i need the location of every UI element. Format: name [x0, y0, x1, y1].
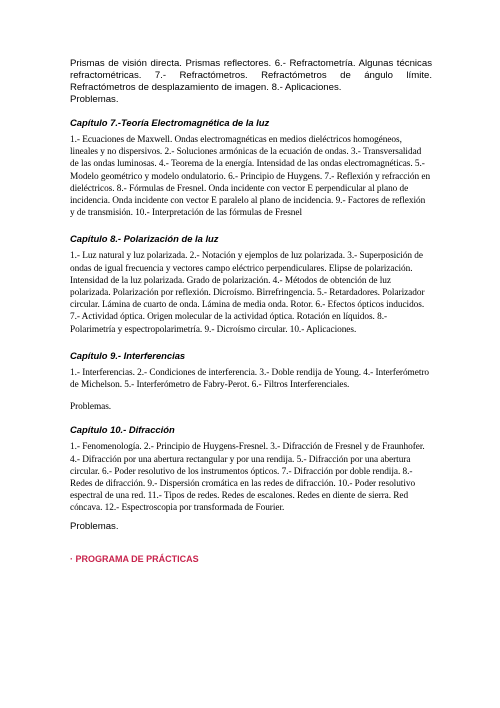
chapter-10-body: 1.- Fenomenología. 2.- Principio de Huygens-Fresnel. 3.- Difracción de Fresnel y de Fraunhofer. 4.- Difracción por una abertura rectangular y por una rendija. 5.- Difracción por una abertura circular. 6.- Poder resolutivo de los instrumentos ópticos. 7.- Difracción por doble rendija. 8.- Redes de difracción. 9.- Dispersión cromática en las redes de difracción. 10.- Poder resolutivo espectral de una red. 11.- Tipos de redes. Redes de escalones. Redes en diente de sierra. Red cóncava. 12.- Espectroscopia por transformada de Fourier.: [70, 442, 425, 514]
chapter-8-title: Capítulo 8.- Polarización de la luz: [70, 233, 219, 245]
chapter-9-body: 1.- Interferencias. 2.- Condiciones de interferencia. 3.- Doble rendija de Young. 4.- Interferómetro de Michelson. 5.- Interferómetro de Fabry-Perot. 6.- Filtros Interferenciales.: [70, 367, 429, 391]
chapter-10-title: Capítulo 10.- Difracción: [70, 424, 175, 436]
intro-problems: Problemas.: [70, 94, 119, 105]
programa-practicas-link[interactable]: · PROGRAMA DE PRÁCTICAS: [70, 553, 199, 564]
chapter-8: [70, 233, 432, 335]
chapter-7: [70, 117, 432, 219]
document-page: [70, 58, 432, 565]
chapter-8-body: 1.- Luz natural y luz polarizada. 2.- Notación y ejemplos de luz polarizada. 3.- Superposición de ondas de igual frecuencia y vectores campo eléctrico perpendiculares. Elipse de polarización. Intensidad de la luz polarizada. Grado de polarización. 4.- Métodos de obtención de luz polarizada. Polarización por reflexión. Dicroísmo. Birrefringencia. 5.- Retardadores. Polarizador circular. Lámina de cuarto de onda. Lámina de media onda. Rotor. 6.- Efectos ópticos inducidos. 7.- Actividad óptica. Origen molecular de la actividad óptica. Rotación en líquidos. 8.- Polarimetría y espectropolarimetría. 9.- Dicroísmo circular. 10.- Aplicaciones.: [70, 251, 425, 335]
chapter-9-title: Capítulo 9.- Interferencias: [70, 349, 186, 361]
chapter-10-problems: Problemas.: [70, 520, 119, 532]
intro-paragraph: Prismas de visión directa. Prismas reflectores. 6.- Refractometría. Algunas técnicas refractométricas. 7.- Refractómetros. Refractómetros de ángulo límite. Refractómetros de desplazamiento de imagen. 8.- Aplicaciones.: [70, 58, 432, 93]
chapter-9-problems: Problemas.: [70, 402, 112, 413]
chapter-7-body: 1.- Ecuaciones de Maxwell. Ondas electromagnéticas en medios dieléctricos homogéneos, lineales y no dispersivos. 2.- Soluciones armónicas de la ecuación de ondas. 3.- Transversalidad de las ondas luminosas. 4.- Teorema de la energía. Intensidad de las ondas electromagnéticas. 5.- Modelo geométrico y modelo ondulatorio. 6.- Principio de Huygens. 7.- Reflexión y refracción en dieléctricos. 8.- Fórmulas de Fresnel. Onda incidente con vector E perpendicular al plano de incidencia. Onda incidente con vector E paralelo al plano de incidencia. 9.- Factores de reflexión y de transmisión. 10.- Interpretación de las fórmulas de Fresnel: [70, 135, 431, 219]
chapter-7-title: Capítulo 7.-Teoría Electromagnética de la luz: [70, 117, 270, 128]
chapter-9: [70, 350, 432, 414]
chapter-10: [70, 424, 432, 532]
